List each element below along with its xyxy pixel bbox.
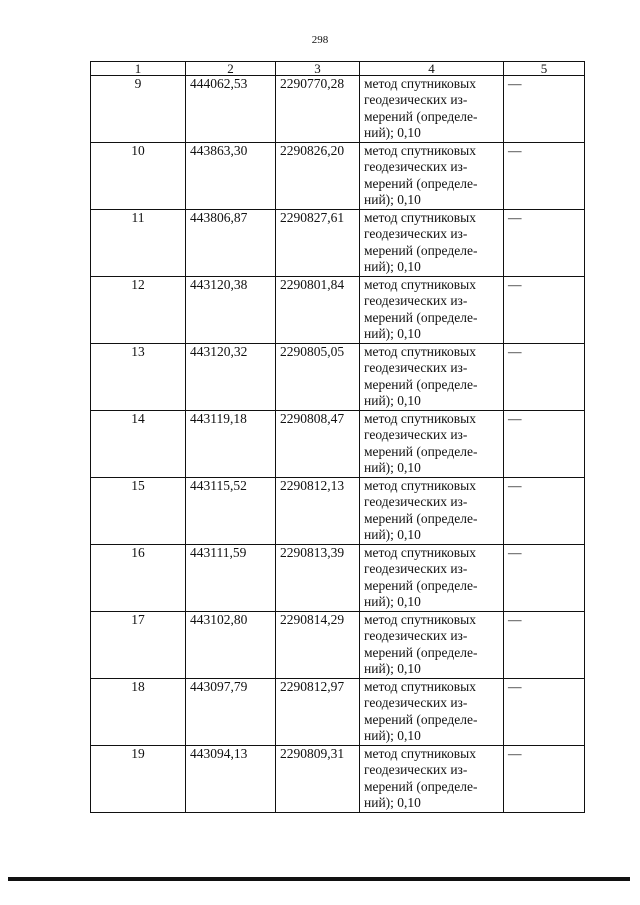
method-cell: метод спутниковых геодезических из- мерений (определе- ний); 0,10 xyxy=(360,210,504,277)
x-coordinate-cell: 443102,80 xyxy=(186,612,276,679)
y-coordinate-cell: 2290826,20 xyxy=(276,143,360,210)
y-coordinate-cell: 2290813,39 xyxy=(276,545,360,612)
table-body xyxy=(91,76,585,813)
y-coordinate-cell: 2290809,31 xyxy=(276,746,360,813)
method-cell: метод спутниковых геодезических из- мерений (определе- ний); 0,10 xyxy=(360,746,504,813)
x-coordinate-cell: 443097,79 xyxy=(186,679,276,746)
point-number-cell: 11 xyxy=(91,210,186,277)
y-coordinate-cell: 2290812,13 xyxy=(276,478,360,545)
table-header xyxy=(91,62,585,76)
method-cell: метод спутниковых геодезических из- мерений (определе- ний); 0,10 xyxy=(360,344,504,411)
x-coordinate-cell: 443115,52 xyxy=(186,478,276,545)
coordinates-table xyxy=(90,61,585,813)
point-number-cell: 9 xyxy=(91,76,186,143)
method-cell: метод спутниковых геодезических из- мерений (определе- ний); 0,10 xyxy=(360,545,504,612)
x-coordinate-cell: 443806,87 xyxy=(186,210,276,277)
point-number-cell: 13 xyxy=(91,344,186,411)
point-number-cell: 12 xyxy=(91,277,186,344)
column-header-1: 1 xyxy=(91,62,186,76)
x-coordinate-cell: 443120,38 xyxy=(186,277,276,344)
method-cell: метод спутниковых геодезических из- мерений (определе- ний); 0,10 xyxy=(360,478,504,545)
y-coordinate-cell: 2290801,84 xyxy=(276,277,360,344)
y-coordinate-cell: 2290812,97 xyxy=(276,679,360,746)
table-row xyxy=(91,411,585,478)
column-header-5: 5 xyxy=(504,62,585,76)
note-cell: — xyxy=(504,344,585,411)
table-row xyxy=(91,277,585,344)
note-cell: — xyxy=(504,746,585,813)
column-header-3: 3 xyxy=(276,62,360,76)
method-cell: метод спутниковых геодезических из- мерений (определе- ний); 0,10 xyxy=(360,76,504,143)
point-number-cell: 19 xyxy=(91,746,186,813)
point-number-cell: 15 xyxy=(91,478,186,545)
column-header-2: 2 xyxy=(186,62,276,76)
y-coordinate-cell: 2290770,28 xyxy=(276,76,360,143)
x-coordinate-cell: 443120,32 xyxy=(186,344,276,411)
y-coordinate-cell: 2290814,29 xyxy=(276,612,360,679)
note-cell: — xyxy=(504,545,585,612)
table-row xyxy=(91,612,585,679)
point-number-cell: 16 xyxy=(91,545,186,612)
table-row xyxy=(91,76,585,143)
y-coordinate-cell: 2290827,61 xyxy=(276,210,360,277)
table-row xyxy=(91,344,585,411)
note-cell: — xyxy=(504,277,585,344)
table-row xyxy=(91,746,585,813)
x-coordinate-cell: 443863,30 xyxy=(186,143,276,210)
note-cell: — xyxy=(504,143,585,210)
bottom-rule xyxy=(8,877,630,881)
x-coordinate-cell: 443111,59 xyxy=(186,545,276,612)
column-header-4: 4 xyxy=(360,62,504,76)
method-cell: метод спутниковых геодезических из- мерений (определе- ний); 0,10 xyxy=(360,143,504,210)
table-row xyxy=(91,545,585,612)
note-cell: — xyxy=(504,411,585,478)
method-cell: метод спутниковых геодезических из- мерений (определе- ний); 0,10 xyxy=(360,612,504,679)
point-number-cell: 10 xyxy=(91,143,186,210)
x-coordinate-cell: 443119,18 xyxy=(186,411,276,478)
page-number: 298 xyxy=(311,34,329,46)
y-coordinate-cell: 2290808,47 xyxy=(276,411,360,478)
method-cell: метод спутниковых геодезических из- мерений (определе- ний); 0,10 xyxy=(360,411,504,478)
table-row xyxy=(91,143,585,210)
note-cell: — xyxy=(504,76,585,143)
x-coordinate-cell: 444062,53 xyxy=(186,76,276,143)
point-number-cell: 14 xyxy=(91,411,186,478)
y-coordinate-cell: 2290805,05 xyxy=(276,344,360,411)
table-row xyxy=(91,210,585,277)
point-number-cell: 18 xyxy=(91,679,186,746)
note-cell: — xyxy=(504,612,585,679)
note-cell: — xyxy=(504,478,585,545)
table-row xyxy=(91,679,585,746)
table-row xyxy=(91,478,585,545)
method-cell: метод спутниковых геодезических из- мерений (определе- ний); 0,10 xyxy=(360,277,504,344)
x-coordinate-cell: 443094,13 xyxy=(186,746,276,813)
header-row xyxy=(91,62,585,76)
note-cell: — xyxy=(504,679,585,746)
point-number-cell: 17 xyxy=(91,612,186,679)
method-cell: метод спутниковых геодезических из- мерений (определе- ний); 0,10 xyxy=(360,679,504,746)
note-cell: — xyxy=(504,210,585,277)
